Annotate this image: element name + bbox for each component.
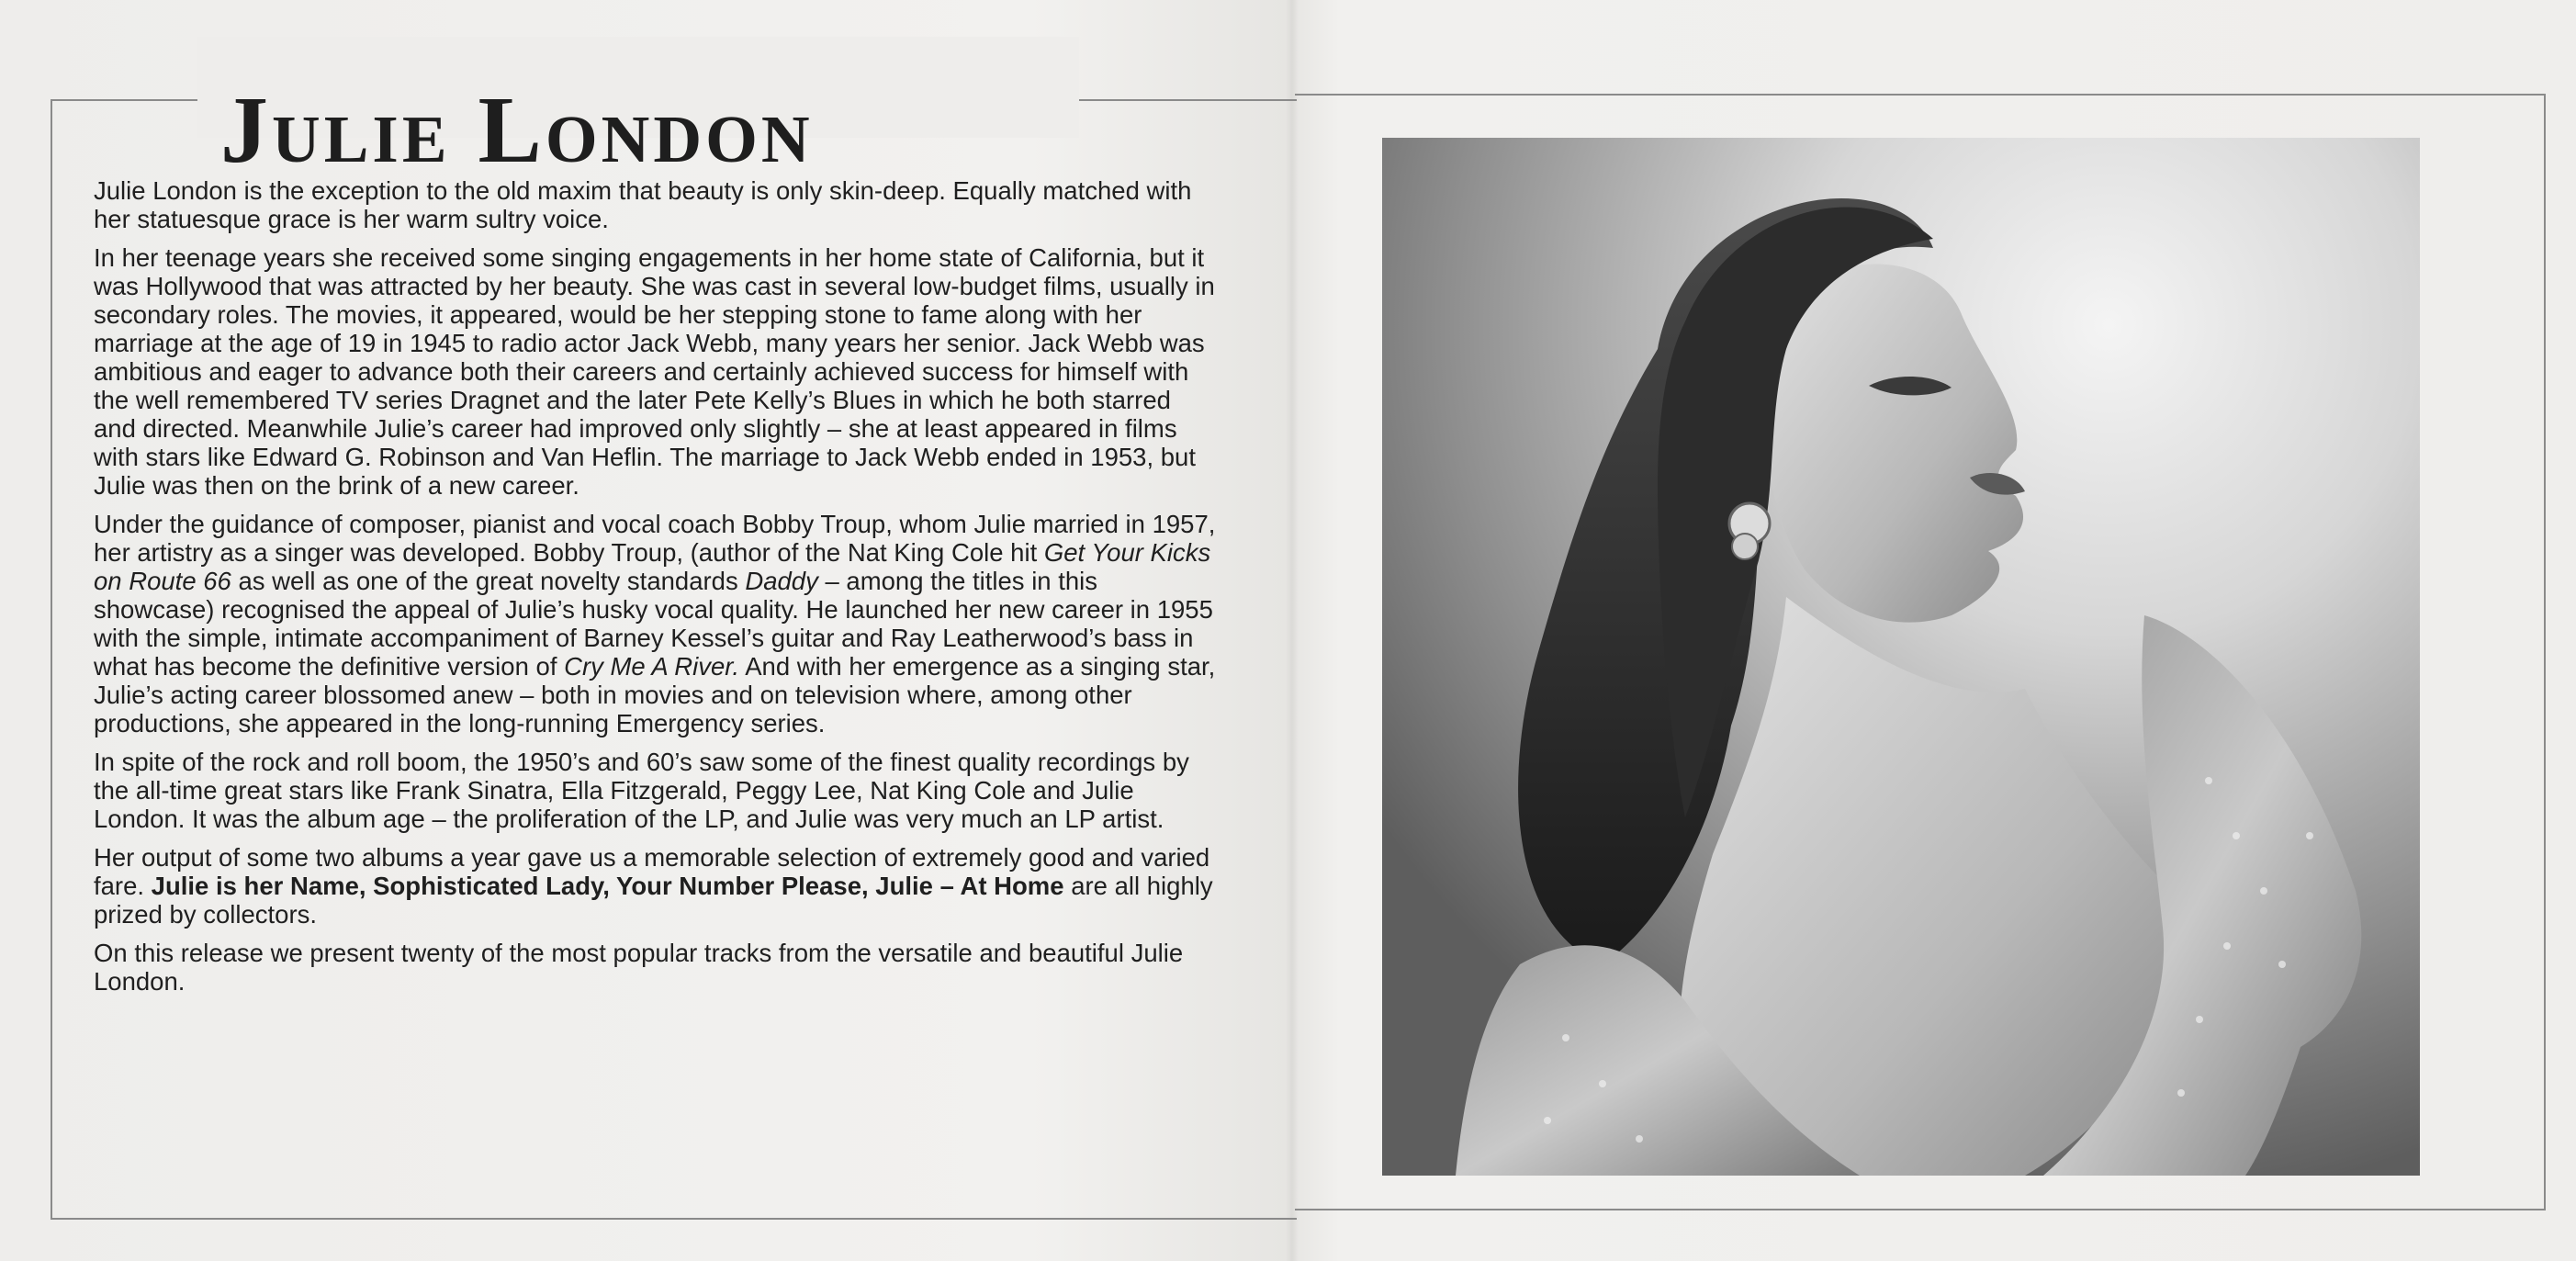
- text-run: – among the titles in this showcase) recognised the appeal of Julie’s husky vocal quality. He launched her new career in 1955 with the simple, intimate accompaniment of Barney Kessel’s guitar and Ray Leatherwood’s bass in what has become the definitive version of: [94, 567, 1213, 681]
- text-run: are all highly prized by collectors.: [94, 872, 1213, 929]
- biography-paragraph: [94, 243, 1219, 500]
- biography-paragraph: [94, 939, 1219, 996]
- biography-paragraph: [94, 176, 1219, 233]
- text-run-bold: Julie is her Name, Sophisticated Lady, Your Number Please, Julie – At Home: [151, 872, 1064, 900]
- page-title: Julie London: [220, 76, 814, 183]
- text-run: In spite of the rock and roll boom, the 1950’s and 60’s saw some of the finest quality recordings by the all-time great stars like Frank Sinatra, Ella Fitzgerald, Peggy Lee, Nat King Cole and Julie London. It was the album age – the proliferation of the LP, and Julie was very much an LP artist.: [94, 748, 1189, 833]
- text-run: Her output of some two albums a year gave us a memorable selection of extremely good and varied fare.: [94, 843, 1210, 900]
- text-run: And with her emergence as a singing star, Julie’s acting career blossomed anew – both in movies and on television where, among other productions, she appeared in the long-running Emergency series.: [94, 652, 1216, 737]
- text-run: as well as one of the great novelty standards: [231, 567, 746, 595]
- text-run: On this release we present twenty of the most popular tracks from the versatile and beautiful Julie London.: [94, 939, 1184, 996]
- portrait-illustration: [1382, 138, 2420, 1176]
- text-run: Julie London is the exception to the old maxim that beauty is only skin-deep. Equally matched with her statuesque grace is her warm sultry voice.: [94, 176, 1192, 233]
- text-run: In her teenage years she received some singing engagements in her home state of California, but it was Hollywood that was attracted by her beauty. She was cast in several low-budget films, usually in secondary roles. The movies, it appeared, would be her stepping stone to fame along with her marriage at the age of 19 in 1945 to radio actor Jack Webb, many years her senior. Jack Webb was ambitious and eager to advance both their careers and certainly achieved success for himself with the well remembered TV series Dragnet and the later Pete Kelly’s Blues in which he both starred and directed. Meanwhile Julie’s career had improved only slightly – she at least appeared in films with stars like Edward G. Robinson and Van Heflin. The marriage to Jack Webb ended in 1953, but Julie was then on the brink of a new career.: [94, 243, 1215, 500]
- biography-paragraph: [94, 510, 1219, 737]
- text-run: Under the guidance of composer, pianist and vocal coach Bobby Troup, whom Julie married in 1957, her artistry as a singer was developed. Bobby Troup, (author of the Nat King Cole hit: [94, 510, 1216, 567]
- text-run-italic: Get Your Kicks on Route 66: [94, 538, 1211, 595]
- text-run-italic: Daddy: [745, 567, 818, 595]
- text-run-italic: Cry Me A River.: [564, 652, 740, 681]
- portrait-photo: [1382, 138, 2420, 1176]
- biography-text: [94, 176, 1219, 1006]
- biography-paragraph: [94, 843, 1219, 929]
- biography-paragraph: [94, 748, 1219, 833]
